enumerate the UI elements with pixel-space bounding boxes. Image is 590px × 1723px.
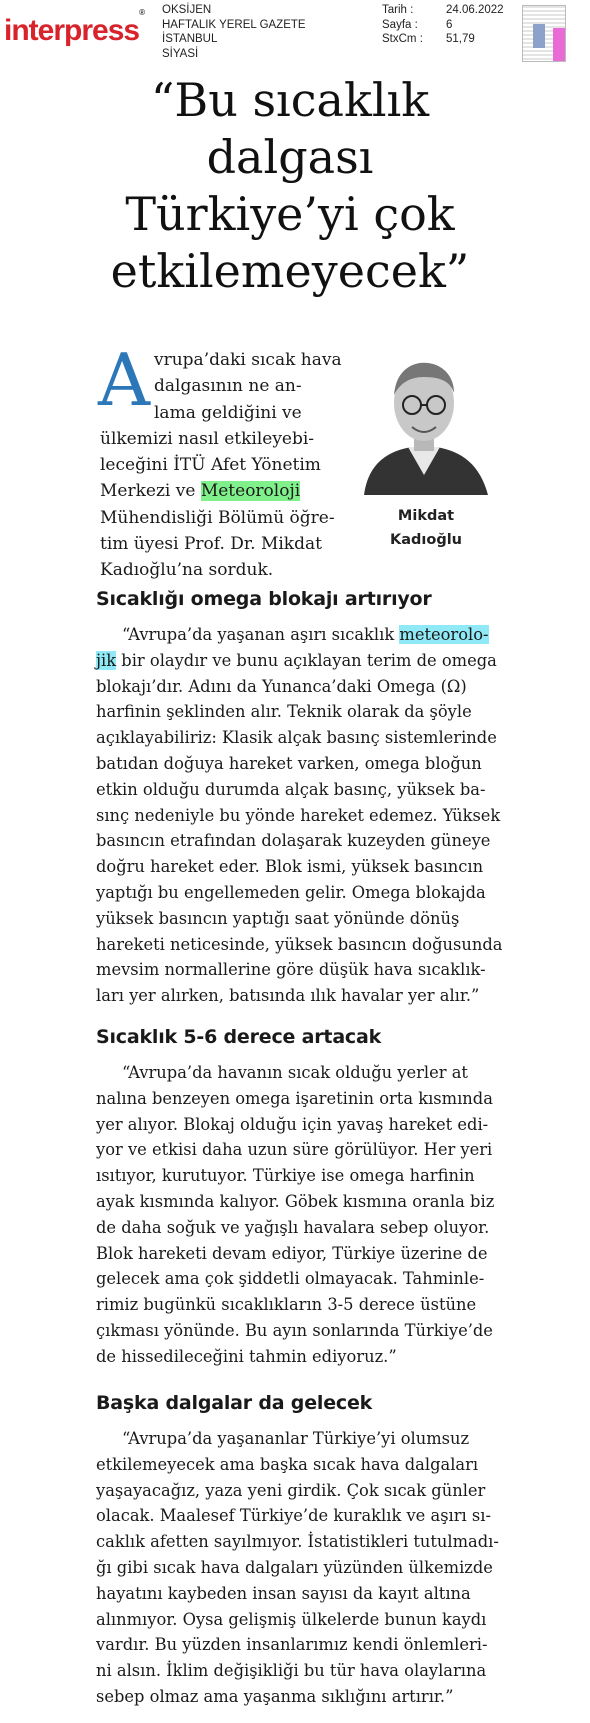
photo-caption: Mikdat Kadıoğlu: [389, 508, 462, 548]
highlight-keyword: jik: [96, 650, 117, 670]
publication-city: İSTANBUL: [162, 33, 218, 45]
interpress-logo: interpress®: [4, 8, 144, 47]
clipping-stats: [382, 3, 504, 47]
section-body: “Avrupa’da havanın sıcak olduğu yerler at nalına benzeyen omega işaretinin orta kısmında yer alıyor. Blokaj olduğu için yavaş hareket edi- yor ve etkisi daha uzun süre görülüyor. Her yeri ısıtıyor, kurutuyor. Türkiye ise omega harfinin ayak kısmında kalıyor. Göbek kısmına oranla biz de daha soğuk ve yağışlı havalara sebep oluyor. Blok hareketi devam ediyor, Türkiye üzerine de gelecek ama çok şiddetli olmayacak. Tahminle- rimiz bugünkü sıcaklıkların 3-5 derece üstüne çıkması yönünde. Bu ayın sonlarında Türkiye’de de hissedileceğini tahmin ediyoruz.”: [96, 1063, 495, 1366]
page-thumbnail[interactable]: [522, 5, 566, 62]
publication-type: HAFTALIK YEREL GAZETE: [162, 18, 306, 31]
stat-column-cm: StxCm : 51,79: [382, 33, 475, 45]
section-heading: Başka dalgalar da gelecek: [96, 1392, 373, 1414]
publication-name: OKSİJEN: [162, 4, 212, 16]
section-heading: Sıcaklık 5-6 derece artacak: [96, 1026, 382, 1048]
publication-category: SİYASİ: [162, 47, 199, 60]
section-body: “Avrupa’da yaşananlar Türkiye’yi olumsuz etkilemeyecek ama başka sıcak hava dalgaları yaşayacağız, yaza yeni girdik. Çok sıcak günler olacak. Maalesef Türkiye’de kuraklık ve aşırı sı- caklık afetten sayılmıyor. İstatistikleri tutulmadı- ğı gibi sıcak hava dalgaları yüzünden ülkemizde hayatını kaybeden insan sayısı da kayıt altına alınmıyor. Oysa gelişmiş ülkelerde bunun kaydı vardır. Bu yüzden insanlarımız kendi önlemleri- ni alsın. İklim değişikliği bu tür hava olaylarına sebep olmaz ama yaşanma sıklığını artırır.”: [96, 1429, 499, 1706]
section-body: “Avrupa’da yaşanan aşırı sıcaklık meteorolo- jik bir olaydır ve bunu açıklayan terim de omega blokajı’dır. Adını da Yunanca’daki Omega (Ω) harfinin şeklinden alır. Teknik olarak da şöyle açıklayabiliriz: Klasik alçak basınç sistemlerinde batıdan doğuya hareket varken, omega bloğun etkin olduğu durumda alçak basınç, yüksek ba- sınç nedeniyle bu yönde hareket edemez. Yüksek basıncın etrafından dolaşarak kuzeyden güneye doğru hareket eder. Blok ismi, yüksek basıncın yaptığı bu engellemeden gelir. Omega blokajda yüksek basıncın yaptığı saat yönünde dönüş hareketi neticesinde, yüksek basıncın doğusunda mevsim normallerine göre düşük hava sıcaklık- ları yer alırken, batısında ılık havalar yer alır.”: [96, 625, 503, 1006]
article-headline: “Bu sıcaklık dalgası Türkiye’yi çok etkilemeyecek”: [110, 73, 470, 298]
clipping-header: [0, 0, 590, 62]
highlight-keyword: meteorolo-: [399, 625, 489, 644]
article-intro: A vrupa’daki sıcak hava dalgasının ne an- lama geldiğini ve ülkemizi nasıl etkileyebi- leceğini İTÜ Afet Yönetim Merkezi ve Meteoroloji Mühendisliği Bölümü öğre- tim üyesi Prof. Dr. Mikdat Kadıoğlu’na sorduk.: [98, 338, 342, 581]
section-heading: Sıcaklığı omega blokajı artırıyor: [96, 588, 432, 610]
stat-page: Sayfa : 6: [382, 18, 453, 31]
highlight-keyword: Meteoroloji: [200, 481, 301, 502]
drop-cap: A: [98, 338, 150, 422]
stat-date: Tarih : 24.06.2022: [382, 4, 504, 16]
portrait-photo: [356, 347, 492, 495]
publication-info: [162, 3, 306, 61]
